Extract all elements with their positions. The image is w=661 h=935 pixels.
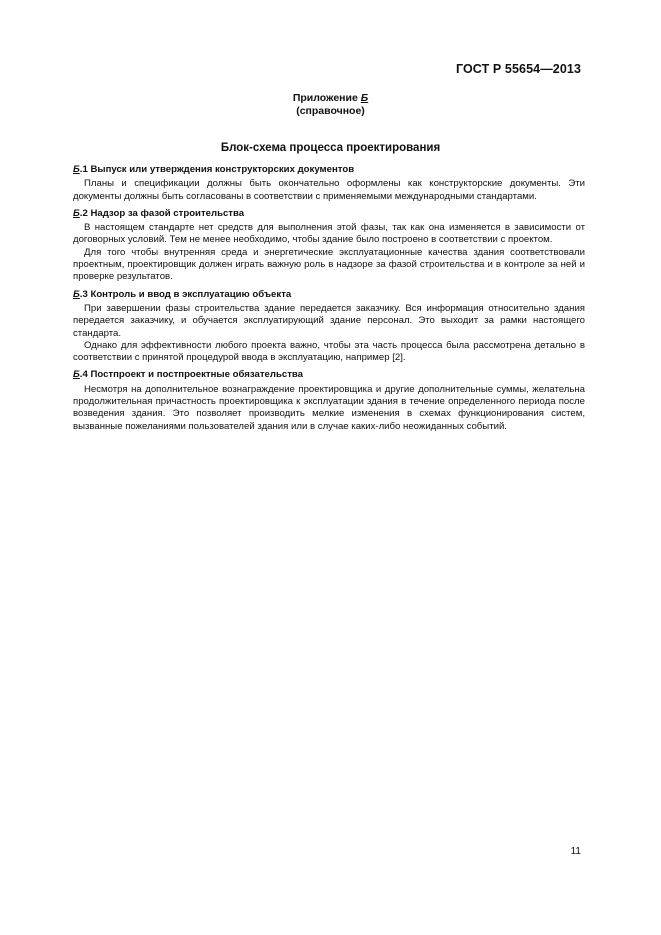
appendix-label-line xyxy=(0,92,661,105)
document-standard-header: ГОСТ Р 55654—2013 xyxy=(455,62,581,76)
section-heading-text: .1 Выпуск или утверждения конструкторских документов xyxy=(79,164,355,175)
appendix-status: (справочное) xyxy=(296,105,365,117)
paragraph: Несмотря на дополнительное вознаграждение проектировщика и другие дополнительные суммы, желательна продолжительная причастность проектировщика к эксплуатации здания в течение определенного периода после возведения здания. Это позволяет производить мелкие изменения в схемах функционирования систем, вызванные пожеланиями пользователей здания или в случае каких-либо неожиданных событий. xyxy=(73,383,585,432)
section-heading-text: .3 Контроль и ввод в эксплуатацию объекта xyxy=(79,288,292,300)
section-heading-text: .2 Надзор за фазой строительства xyxy=(79,207,245,219)
paragraph: Планы и спецификации должны быть окончательно оформлены как конструкторские документы. Эти документы должны быть согласованы в соответствии с применяемыми международными стандартами. xyxy=(73,178,585,202)
section-heading-4 xyxy=(73,369,585,381)
section-heading-text: .4 Постпроект и постпроектные обязательства xyxy=(79,369,304,381)
appendix-label: Приложение xyxy=(292,92,358,104)
appendix-letter: Б xyxy=(360,92,369,104)
appendix-caption xyxy=(0,92,661,118)
paragraph: В настоящем стандарте нет средств для выполнения этой фазы, так как она изменяется в зависимости от договорных условий. Тем не менее необходимо, чтобы здание было построено в соответствии с проектом. xyxy=(73,222,585,246)
paragraph: Однако для эффективности любого проекта важно, чтобы эта часть процесса была рассмотрена детально в соответствии с принятой процедурой ввода в эксплуатацию, например [2]. xyxy=(73,339,585,364)
paragraph: При завершении фазы строительства здание передается заказчику. Вся информация относительно здания передается заказчику, и обучается эксплуатирующий здание персонал. Это выходит за рамки настоящего стандарта. xyxy=(73,302,585,339)
section-letter: Б xyxy=(73,369,80,381)
section-letter: Б xyxy=(73,207,80,219)
paragraph: Для того чтобы внутренняя среда и энергетические эксплуатационные качества здания соответствовали проектным, проектировщик должен играть важную роль в надзоре за фазой строительства и в контроле за ней и проверке результатов. xyxy=(73,246,585,283)
page-number: 11 xyxy=(570,846,581,857)
section-letter: Б xyxy=(73,164,80,175)
section-heading-3 xyxy=(73,289,585,301)
document-body xyxy=(73,164,585,433)
section-heading-2 xyxy=(73,208,585,220)
section-heading-1 xyxy=(73,164,585,176)
page-title: Блок-схема процесса проектирования xyxy=(220,142,441,154)
section-letter: Б xyxy=(73,288,80,300)
